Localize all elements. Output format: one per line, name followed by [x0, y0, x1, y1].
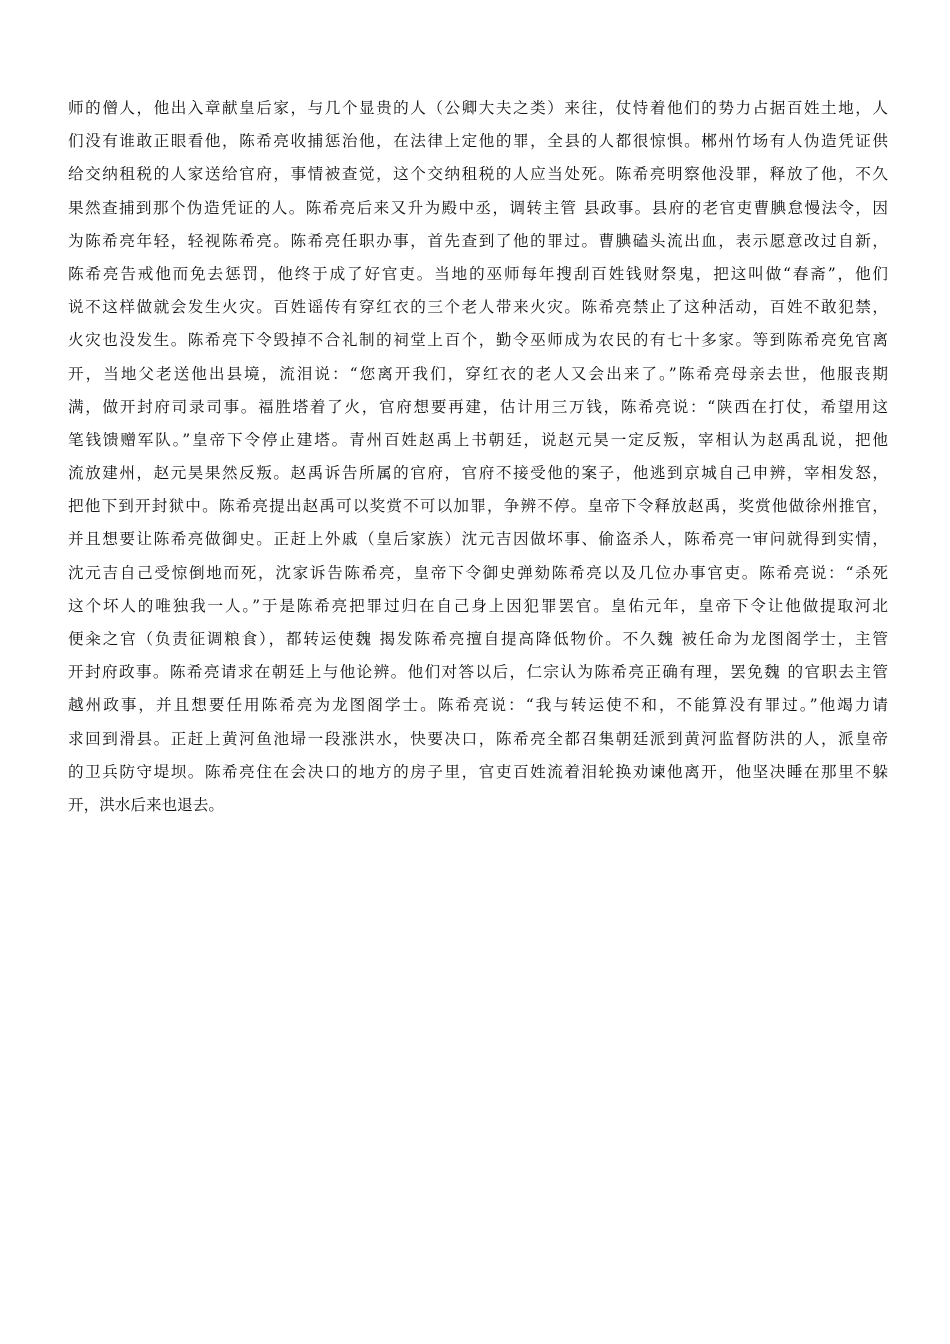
text-line: 开封府政事。陈希亮请求在朝廷上与他论辨。他们对答以后，仁宗认为陈希亮正确有理，罢免魏 的官职去主管 — [68, 663, 888, 682]
text-line: 果然查捕到那个伪造凭证的人。陈希亮后来又升为殿中丞，调转主管 县政事。县府的老官吏曹腆怠慢法令，因 — [68, 198, 888, 217]
text-line: 便籴之官（负责征调粮食），都转运使魏 揭发陈希亮擅自提高降低物价。不久魏 被任命为龙图阁学士，主管 — [68, 630, 888, 648]
text-line: 说不这样做就会发生火灾。百姓谣传有穿红衣的三个老人带来火灾。陈希亮禁止了这种活动，百姓不敢犯禁， — [68, 298, 888, 317]
text-line: 并且想要让陈希亮做御史。正赶上外戚（皇后家族）沈元吉因做坏事、偷盗杀人，陈希亮一审问就得到实情， — [68, 530, 888, 549]
text-line: 满，做开封府司录司事。福胜塔着了火，官府想要再建，估计用三万钱，陈希亮说：“陕西在打仗，希望用这 — [68, 397, 888, 416]
text-line: 求回到滑县。正赶上黄河鱼池埽一段涨洪水，快要决口，陈希亮全都召集朝廷派到黄河监督防洪的人，派皇帝 — [68, 729, 888, 748]
text-line: 开，洪水后来也退去。 — [68, 795, 224, 814]
text-line: 给交纳租税的人家送给官府，事情被查觉，这个交纳租税的人应当处死。陈希亮明察他没罪，释放了他，不久 — [68, 165, 888, 184]
text-line: 师的僧人，他出入章献皇后家，与几个显贵的人（公卿大夫之类）来往，仗恃着他们的势力占据百姓土地，人 — [68, 99, 888, 117]
body-text — [68, 92, 888, 822]
text-line: 这个坏人的唯独我一人。”于是陈希亮把罪过归在自己身上因犯罪罢官。皇佑元年，皇帝下令让他做提取河北 — [68, 596, 888, 615]
text-line: 笔钱馈赠军队。”皇帝下令停止建塔。青州百姓赵禹上书朝廷，说赵元昊一定反叛，宰相认为赵禹乱说，把他 — [68, 430, 888, 449]
text-line: 陈希亮告戒他而免去惩罚，他终于成了好官吏。当地的巫师每年搜刮百姓钱财祭鬼，把这叫做“春斋”，他们 — [68, 264, 888, 283]
text-line: 越州政事，并且想要任用陈希亮为龙图阁学士。陈希亮说：“我与转运使不和，不能算没有罪过。”他竭力请 — [68, 696, 888, 715]
text-line: 流放建州，赵元昊果然反叛。赵禹诉告所属的官府，官府不接受他的案子，他逃到京城自己申辨，宰相发怒， — [68, 464, 888, 483]
text-line: 把他下到开封狱中。陈希亮提出赵禹可以奖赏不可以加罪，争辨不停。皇帝下令释放赵禹，奖赏他做徐州推官， — [68, 497, 888, 516]
text-line: 沈元吉自己受惊倒地而死，沈家诉告陈希亮，皇帝下令御史弹劾陈希亮以及几位办事官吏。陈希亮说：“杀死 — [68, 563, 888, 582]
text-line: 开，当地父老送他出县境，流泪说：“您离开我们，穿红衣的老人又会出来了。”陈希亮母亲去世，他服丧期 — [68, 364, 888, 383]
text-line: 们没有谁敢正眼看他，陈希亮收捕惩治他，在法律上定他的罪，全县的人都很惊惧。郴州竹场有人伪造凭证供 — [68, 132, 888, 151]
text-line: 为陈希亮年轻，轻视陈希亮。陈希亮任职办事，首先查到了他的罪过。曹腆磕头流出血，表示愿意改过自新， — [68, 231, 888, 250]
text-line: 火灾也没发生。陈希亮下令毁掉不合礼制的祠堂上百个，勤令巫师成为农民的有七十多家。等到陈希亮免官离 — [68, 331, 888, 350]
text-line: 的卫兵防守堤坝。陈希亮住在会决口的地方的房子里，官吏百姓流着泪轮换劝谏他离开，他坚决睡在那里不躲 — [68, 762, 888, 781]
